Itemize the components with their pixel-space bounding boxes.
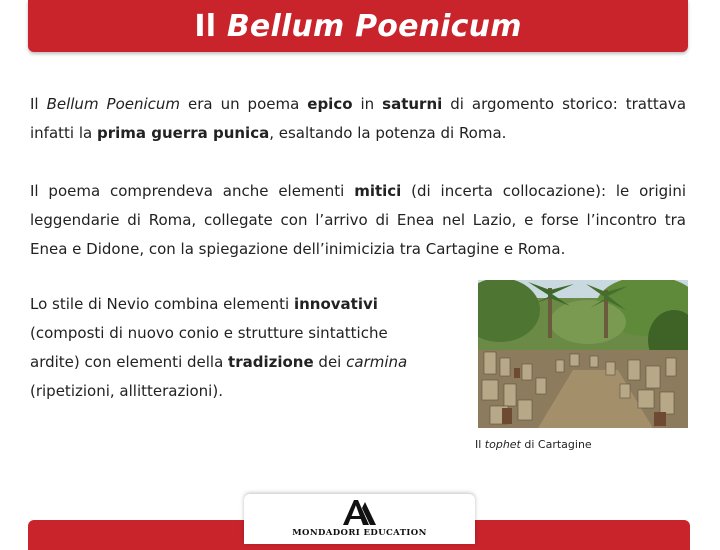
text-run: in xyxy=(352,95,383,113)
image-caption xyxy=(475,438,592,451)
paragraph-intro xyxy=(30,90,686,148)
title-italic: Bellum Poenicum xyxy=(226,8,522,44)
text-run: Il poema comprendeva anche elementi xyxy=(30,182,355,200)
text-run: (composti di nuovo conio e strutture sintattiche ardite) con elementi della xyxy=(30,324,388,371)
paragraph-content xyxy=(30,177,686,264)
keyword-tradizione: tradizione xyxy=(228,353,314,371)
page-title xyxy=(194,9,521,44)
text-run: di argomento storico: trattava infatti la xyxy=(30,95,687,142)
text-run: Lo stile di Nevio combina elementi xyxy=(30,295,294,313)
text-run: di Cartagine xyxy=(520,438,592,451)
term-carmina: carmina xyxy=(346,353,408,371)
keyword-saturni: saturni xyxy=(382,95,443,113)
text-run: Il xyxy=(30,95,47,113)
paragraph-style xyxy=(30,290,430,406)
text-run: (di incerta collocazione): le origini leggendarie di Roma, collegate con l’arrivo di Enea nel Lazio, e forse l’incontro tra Enea e Didone, con la spiegazione dell’inimicizia tra Cartagine e Roma. xyxy=(30,182,686,258)
logo-text: MONDADORI EDUCATION xyxy=(292,528,427,538)
keyword-prima-guerra-punica: prima guerra punica xyxy=(96,124,270,142)
publisher-logo xyxy=(244,494,475,544)
mondadori-logo-icon xyxy=(342,498,377,526)
text-run: Il xyxy=(475,438,485,451)
work-title: Bellum Poenicum xyxy=(46,95,181,113)
caption-term: tophet xyxy=(484,438,521,451)
keyword-innovativi: innovativi xyxy=(293,295,378,313)
text-run: (ripetizioni, allitterazioni). xyxy=(30,382,223,400)
keyword-epico: epico xyxy=(307,95,353,113)
tophet-photo xyxy=(478,280,688,428)
text-run: dei xyxy=(313,353,347,371)
title-bar xyxy=(28,0,688,52)
title-prefix: Il xyxy=(194,8,217,44)
keyword-mitici: mitici xyxy=(354,182,402,200)
text-run: , esaltando la potenza di Roma. xyxy=(269,124,507,142)
text-run: era un poema xyxy=(180,95,308,113)
